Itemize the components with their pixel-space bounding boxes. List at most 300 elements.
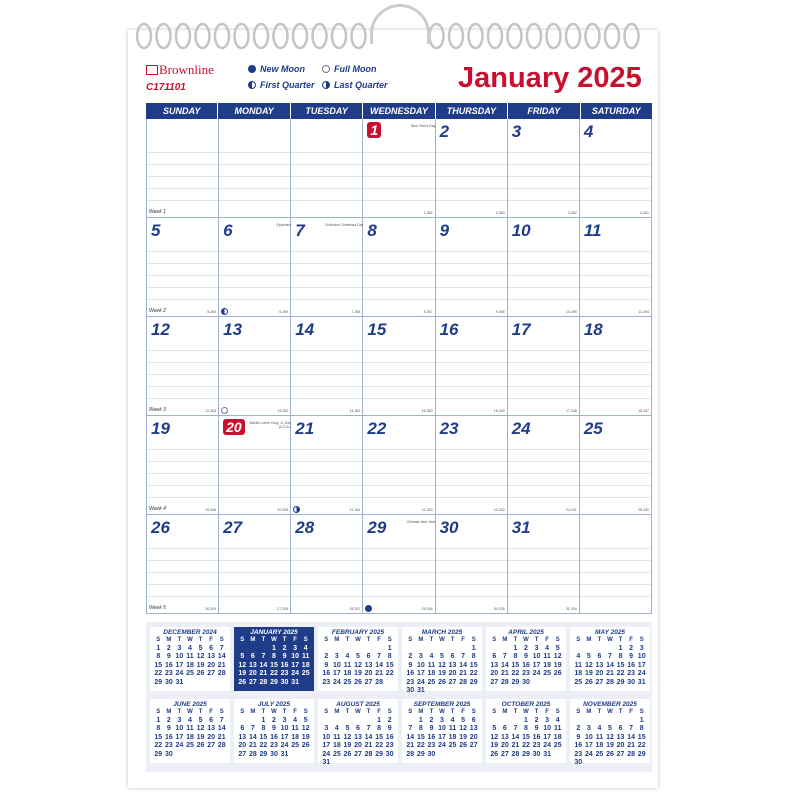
mini-day: 31 [280,750,289,758]
mini-weekday: S [576,709,581,715]
mini-day: 11 [333,733,341,741]
mini-weekday: F [377,637,381,643]
mini-blank [594,645,605,654]
mini-day: 12 [490,733,499,741]
mini-day: 5 [303,716,308,724]
mini-day: 2 [576,725,581,732]
mini-day: 13 [500,733,509,741]
day-cell[interactable] [363,317,435,415]
day-cell[interactable] [291,119,363,217]
mini-weekday: M [334,709,340,715]
day-of-year: 19-346 [205,508,217,512]
day-cell[interactable] [219,218,291,316]
mini-day: 10 [332,661,341,669]
mini-day: 27 [364,678,373,686]
mini-day: 24 [584,750,593,758]
mini-calendar-title: DECEMBER 2024 [163,629,217,636]
day-number: 21 [295,419,315,438]
mini-day: 6 [250,653,255,660]
weekday-header [146,103,652,119]
mini-weekday: W [187,637,193,643]
mini-day: 28 [459,678,468,686]
mini-day: 27 [207,670,216,677]
mini-day: 12 [459,725,468,732]
day-of-year: 7-358 [351,310,361,314]
day-cell[interactable] [436,119,508,217]
mini-blank [363,717,374,726]
day-cell[interactable] [580,218,652,316]
mini-day: 16 [627,661,636,669]
mini-day: 26 [354,678,362,686]
mini-day: 10 [543,725,552,732]
mini-day: 19 [553,661,562,669]
mini-day: 22 [469,670,478,677]
mini-day: 9 [166,725,171,732]
day-cell[interactable] [436,515,508,613]
mini-day: 24 [291,670,300,677]
mini-day: 22 [270,670,278,677]
mini-day: 13 [364,661,373,669]
mini-day: 5 [555,644,560,652]
mini-day: 25 [448,742,457,749]
mini-day: 12 [438,661,446,669]
mini-day: 7 [219,716,224,724]
holiday-note: Martin Luther King, Jr. Day (U.S.A.) [249,421,292,429]
week-row [146,416,652,515]
day-cell[interactable] [146,515,219,613]
mini-day: 7 [377,653,382,660]
mini-weekday: T [345,637,350,643]
mini-day: 20 [469,733,478,741]
mini-blank [500,717,511,726]
mini-weekday: S [303,709,308,715]
mini-weekday: S [576,637,581,643]
mini-day: 7 [219,644,224,652]
mini-day: 28 [364,750,373,758]
mini-day: 2 [429,716,434,724]
weekday-label: SUNDAY [146,103,218,119]
mini-weekday: T [513,709,518,715]
mini-blank [405,645,416,654]
mini-day: 3 [177,716,182,724]
mini-day: 3 [282,716,287,724]
mini-blank [363,645,374,654]
mini-day: 7 [502,653,507,660]
mini-day: 14 [500,661,509,669]
mini-calendar [486,699,566,763]
mini-weekday: S [555,637,560,643]
mini-day: 12 [238,661,247,669]
mini-day: 17 [332,670,341,677]
mini-day: 26 [301,742,310,749]
day-cell[interactable] [146,416,219,514]
mini-day: 22 [637,742,646,749]
mini-weekday: F [293,709,297,715]
day-cell[interactable] [363,416,435,514]
mini-day: 15 [469,661,478,669]
day-of-year: 13-352 [277,409,289,413]
mini-day: 3 [177,644,182,652]
mini-weekday: W [187,709,193,715]
day-cell[interactable] [146,317,219,415]
mini-calendar [234,627,314,691]
mini-day: 9 [429,725,434,732]
mini-weekday: S [324,709,329,715]
day-cell[interactable] [219,515,291,613]
day-number: 24 [511,419,531,438]
mini-day: 15 [270,661,278,669]
day-of-year: 12-353 [205,409,217,413]
day-of-year: 4-361 [640,211,649,215]
mini-calendar-title: SEPTEMBER 2025 [413,701,471,708]
mini-calendar [150,699,230,763]
week-row [146,317,652,416]
mini-day: 23 [164,742,173,749]
mini-day: 15 [154,733,163,741]
holiday-note: Chinese New Year [406,520,436,524]
mini-day: 7 [629,725,634,732]
mini-day: 29 [154,750,163,758]
mini-day: 3 [418,653,423,660]
mini-day: 22 [522,742,530,749]
mini-day: 1 [524,716,528,724]
day-of-year: 31-334 [565,607,577,611]
day-cell[interactable] [436,218,508,316]
mini-day: 25 [574,678,583,686]
mini-day: 20 [207,733,216,741]
mini-day: 12 [354,661,362,669]
day-cell[interactable] [219,119,291,217]
mini-day: 6 [597,653,602,660]
mini-weekday: W [523,637,529,643]
mini-day: 28 [627,750,636,758]
mini-weekday: F [209,637,213,643]
mini-day: 27 [207,742,216,749]
day-cell[interactable] [291,317,363,415]
mini-calendar-title: AUGUST 2025 [336,701,380,708]
mini-day: 23 [270,742,278,749]
mini-blank [584,717,595,726]
day-cell[interactable] [580,515,652,613]
mini-day: 18 [301,661,310,669]
mini-day: 12 [606,733,614,741]
day-number: 14 [295,320,315,339]
mini-day: 27 [595,678,604,686]
mini-day: 4 [597,725,602,732]
mini-day: 7 [513,725,518,732]
mini-day: 5 [492,725,497,732]
legend-first-quarter: First Quarter [248,80,315,90]
week-row [146,218,652,317]
mini-day: 22 [416,742,425,749]
mini-day: 4 [545,644,550,652]
mini-day: 13 [207,653,216,660]
mini-weekday: T [429,709,434,715]
holiday-note: Epiphany [276,223,292,227]
mini-blank [437,645,448,654]
mini-blank [237,645,248,654]
mini-day: 1 [377,716,382,724]
day-cell[interactable] [146,218,219,316]
day-cell[interactable] [291,416,363,514]
day-of-year: 22-343 [421,508,433,512]
mini-day: 9 [282,653,287,660]
mini-day: 6 [366,653,371,660]
mini-day: 16 [532,733,541,741]
mini-weekday: T [429,637,434,643]
mini-day: 6 [209,716,214,724]
day-of-year: 27-338 [277,607,289,611]
day-cell[interactable] [508,218,580,316]
mini-day: 14 [217,725,226,732]
mini-day: 6 [240,725,245,732]
mini-day: 26 [238,678,247,686]
mini-day: 16 [522,661,530,669]
day-cell[interactable] [436,317,508,415]
mini-day: 30 [406,687,415,694]
mini-blank [426,645,437,654]
week-label: Week 2 [149,308,166,314]
mini-day: 13 [207,725,216,732]
day-of-year: 14-351 [349,409,361,413]
day-cell[interactable] [580,119,652,217]
mini-day: 5 [198,644,203,652]
mini-day: 11 [302,653,310,660]
mini-blank [458,645,469,654]
day-number: 27 [223,518,243,537]
mini-day: 31 [175,678,184,686]
mini-day: 7 [408,725,413,732]
mini-weekday: S [303,637,308,643]
mini-day: 23 [574,750,583,758]
mini-day: 21 [259,670,268,677]
legend-full-moon: Full Moon [322,64,377,74]
mini-weekday: F [461,637,465,643]
mini-day: 10 [416,661,425,669]
day-cell[interactable] [508,515,580,613]
day-of-year: 23-342 [493,508,505,512]
mini-weekday: T [177,637,182,643]
new-moon-icon [365,605,372,612]
mini-day: 27 [469,742,478,749]
mini-day: 23 [164,670,173,677]
mini-day: 1 [387,644,392,652]
mini-blank [342,717,353,726]
mini-calendar-title: JULY 2025 [257,701,291,708]
mini-weekday: F [629,637,633,643]
mini-weekday: T [261,637,266,643]
mini-day: 2 [387,716,392,724]
mini-weekday: T [282,709,287,715]
mini-weekday: S [492,637,497,643]
first-quarter-icon [221,308,228,315]
mini-weekday: T [534,709,539,715]
mini-blank [321,717,332,726]
new-moon-icon [248,65,256,73]
mini-calendar-grid [234,708,314,759]
month-grid [146,103,652,614]
mini-day: 18 [427,670,436,677]
mini-day: 18 [332,742,341,749]
mini-day: 29 [637,750,646,758]
weekday-label: WEDNESDAY [363,103,435,119]
mini-day: 10 [637,653,646,660]
day-cell[interactable] [363,515,435,613]
day-number: 10 [511,221,531,240]
mini-day: 6 [618,725,623,732]
mini-day: 17 [175,733,184,741]
mini-calendar-title: APRIL 2025 [508,629,544,636]
week-row [146,119,652,218]
mini-weekday: F [545,637,549,643]
mini-day: 18 [574,670,583,677]
mini-blank [332,645,343,654]
mini-day: 9 [272,725,276,732]
weekday-label: TUESDAY [291,103,363,119]
mini-day: 20 [364,670,373,677]
mini-day: 23 [385,742,394,749]
day-cell[interactable] [580,416,652,514]
mini-calendar-title: MARCH 2025 [421,629,463,636]
mini-calendar-grid [402,636,482,696]
mini-day: 25 [186,742,194,749]
brand-logo: Brownline [146,62,214,78]
mini-day: 8 [639,725,644,732]
day-cell[interactable] [146,119,219,217]
mini-day: 29 [259,750,268,758]
mini-day: 17 [416,670,425,677]
mini-day: 3 [639,644,644,652]
mini-day: 10 [438,725,446,732]
week-label: Week 1 [149,209,166,215]
mini-day: 26 [490,750,499,758]
mini-weekday: M [250,637,256,643]
mini-day: 14 [259,661,268,669]
mini-day: 11 [291,725,299,732]
mini-day: 8 [156,725,161,732]
mini-day: 25 [343,678,352,686]
weekday-label: THURSDAY [436,103,508,119]
day-of-year: 28-337 [349,607,361,611]
day-of-year: 5-360 [207,310,217,314]
mini-weekday: M [250,709,256,715]
day-cell[interactable] [508,416,580,514]
day-cell[interactable] [219,317,291,415]
mini-day: 19 [238,670,247,677]
mini-day: 20 [448,670,457,677]
first-quarter-icon [248,81,256,89]
day-number: 2 [439,122,450,141]
mini-day: 2 [324,653,329,660]
day-number: 1 [367,122,381,138]
mini-weekday: T [450,637,455,643]
mini-day: 12 [553,653,562,660]
day-cell[interactable] [580,317,652,415]
mini-day: 29 [375,750,384,758]
mini-day: 25 [332,750,341,758]
mini-day: 5 [586,653,591,660]
day-cell[interactable] [363,218,435,316]
mini-day: 4 [293,716,298,724]
mini-weekday: F [209,709,213,715]
mini-weekday: T [345,709,350,715]
mini-day: 30 [164,678,173,686]
day-cell[interactable] [291,218,363,316]
mini-blank [248,645,259,654]
day-of-year: 8-357 [423,310,433,314]
mini-weekday: F [377,709,381,715]
mini-day: 4 [555,716,560,724]
mini-day: 14 [511,733,520,741]
day-of-year: 25-340 [638,508,649,512]
mini-day: 10 [532,653,541,660]
mini-day: 8 [524,725,528,732]
mini-weekday: S [639,709,644,715]
mini-day: 15 [637,733,646,741]
day-cell[interactable] [436,416,508,514]
mini-day: 30 [427,750,436,758]
mini-day: 12 [196,725,205,732]
day-of-year: 10-355 [565,310,577,314]
day-cell[interactable] [363,119,435,217]
mini-weekday: M [586,637,592,643]
mini-weekday: S [240,637,245,643]
mini-day: 28 [375,678,384,686]
day-number: 3 [511,122,522,141]
mini-day: 2 [629,644,634,652]
mini-calendar-grid [234,636,314,687]
day-number: 31 [511,518,531,537]
mini-day: 6 [492,653,497,660]
day-number: 28 [295,518,315,537]
day-of-year: 24-341 [565,508,577,512]
mini-day: 29 [469,678,478,686]
mini-day: 15 [259,733,268,741]
mini-day: 9 [629,653,634,660]
mini-day: 1 [272,644,276,652]
mini-blank [416,645,427,654]
mini-day: 27 [354,750,362,758]
mini-day: 15 [154,661,163,669]
mini-blank [584,645,595,654]
mini-day: 26 [606,750,614,758]
full-moon-icon [322,65,330,73]
day-of-year: 1-364 [423,211,433,215]
mini-day: 5 [608,725,612,732]
mini-day: 9 [166,653,171,660]
day-cell[interactable] [508,119,580,217]
mini-day: 13 [490,661,499,669]
mini-day: 1 [418,716,423,724]
mini-day: 13 [354,733,362,741]
day-cell[interactable] [508,317,580,415]
mini-weekday: T [450,709,455,715]
mini-weekday: S [387,709,392,715]
mini-blank [342,645,353,654]
mini-day: 19 [584,670,593,677]
mini-day: 18 [595,742,604,749]
mini-day: 19 [196,733,205,741]
mini-day: 28 [406,750,415,758]
day-cell[interactable] [291,515,363,613]
mini-day: 11 [595,733,604,741]
day-cell[interactable] [219,416,291,514]
mini-day: 20 [248,670,257,677]
mini-day: 21 [500,670,509,677]
mini-day: 3 [545,716,550,724]
mini-day: 23 [427,742,436,749]
mini-day: 30 [164,750,173,758]
